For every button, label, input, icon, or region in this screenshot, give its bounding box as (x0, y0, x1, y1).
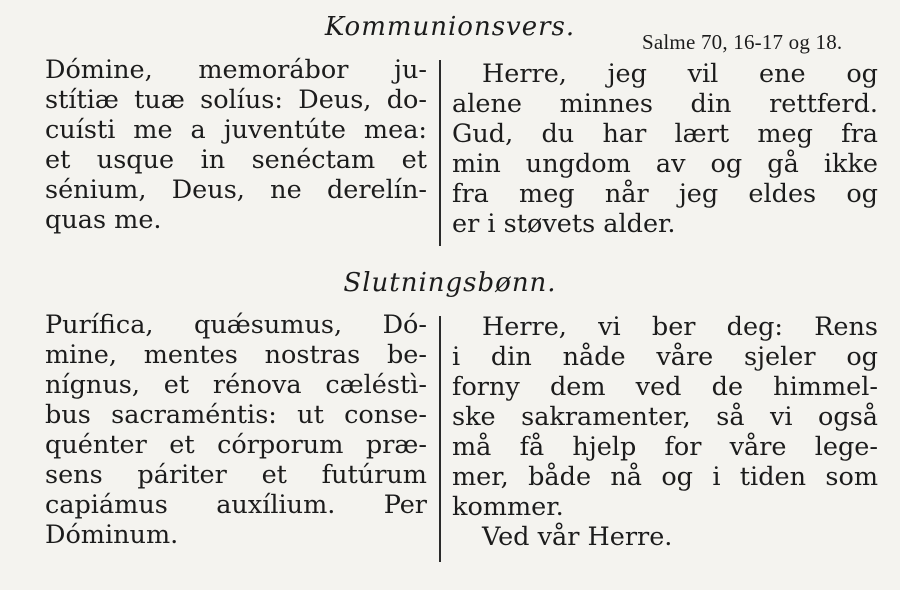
latin-line: sens páriter et futúrum (45, 460, 427, 490)
section2-norwegian-column (452, 312, 878, 552)
column-divider (439, 316, 441, 562)
latin-line: sénium, Deus, ne derelín- (45, 175, 427, 205)
latin-line: capiámus auxílium. Per (45, 490, 427, 520)
norwegian-line: kommer. (452, 492, 564, 522)
column-divider (439, 60, 441, 246)
latin-line: nígnus, et rénova cæléstì- (45, 370, 427, 400)
latin-line: stítiæ tuæ solíus: Deus, do- (45, 85, 427, 115)
norwegian-line: mer, både nå og i tiden som (452, 462, 878, 492)
latin-line: mine, mentes nostras be- (45, 340, 427, 370)
norwegian-line: ske sakramenter, så vi også (452, 402, 878, 432)
section1-latin-column (45, 55, 427, 235)
psalm-reference: Salme 70, 16-17 og 18. (642, 30, 843, 54)
norwegian-line: er i støvets alder. (452, 209, 676, 239)
latin-line: quénter et córporum præ- (45, 430, 427, 460)
norwegian-line: i din nåde våre sjeler og (452, 342, 878, 372)
section1-norwegian-column (452, 59, 878, 239)
norwegian-line: Gud, du har lært meg fra (452, 119, 878, 149)
latin-line: cuísti me a juventúte mea: (45, 115, 427, 145)
latin-line: Dómine, memorábor ju- (45, 55, 427, 85)
section2-heading: Slutningsbønn. (343, 268, 557, 298)
latin-line: quas me. (45, 205, 162, 235)
section1-heading: Kommunionsvers. (324, 12, 576, 42)
norwegian-line: må få hjelp for våre lege- (452, 432, 878, 462)
norwegian-line: Ved vår Herre. (482, 522, 673, 552)
norwegian-line: alene minnes din rettferd. (452, 89, 878, 119)
latin-line: Dóminum. (45, 520, 179, 550)
norwegian-line: fra meg når jeg eldes og (452, 179, 878, 209)
norwegian-line: min ungdom av og gå ikke (452, 149, 878, 179)
latin-line: bus sacraméntis: ut conse- (45, 400, 427, 430)
norwegian-line: Herre, jeg vil ene og (482, 59, 878, 89)
norwegian-line: forny dem ved de himmel- (452, 372, 878, 402)
norwegian-line: Herre, vi ber deg: Rens (482, 312, 878, 342)
latin-line: Puríﬁca, quǽsumus, Dó- (45, 310, 427, 340)
section2-latin-column (45, 310, 427, 550)
latin-line: et usque in senéctam et (45, 145, 427, 175)
